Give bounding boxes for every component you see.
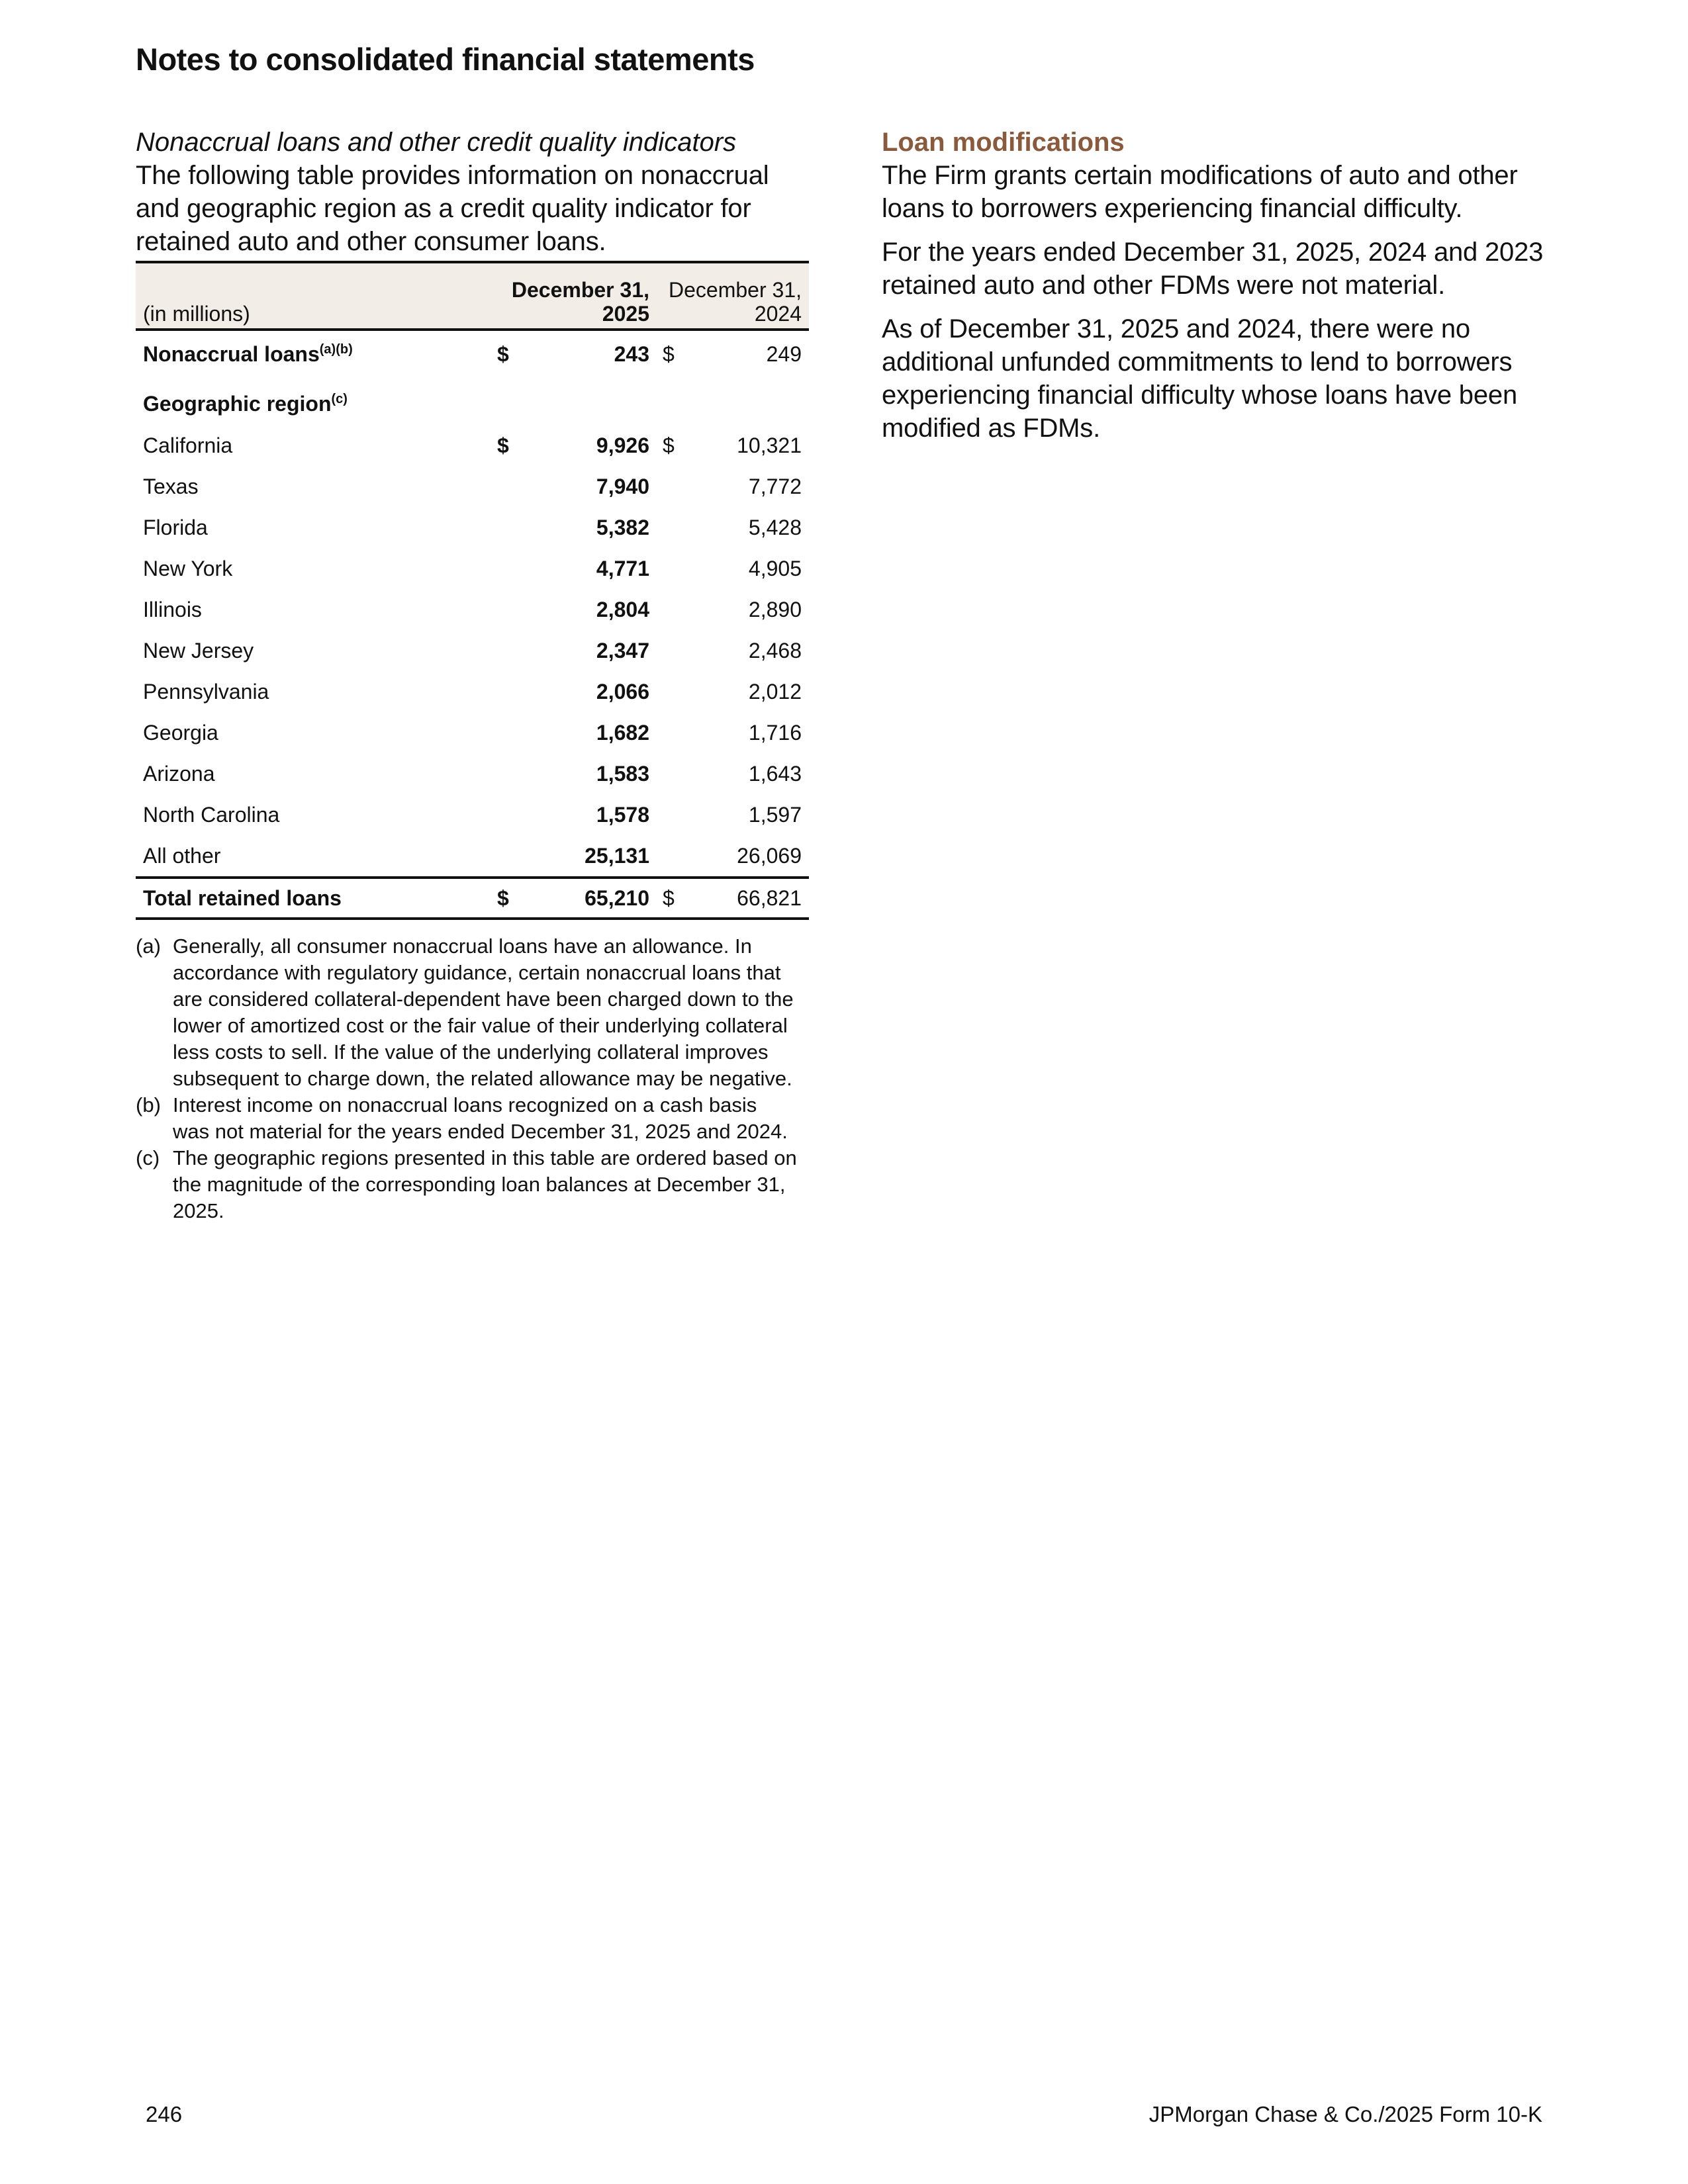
region-value-2025: 2,804 <box>596 597 649 621</box>
table-row <box>136 507 809 548</box>
table-row <box>136 712 809 753</box>
intro-paragraph: The following table provides information on nonaccrual and geographic region as a credit quality indicator for retained auto and other consumer loans. <box>136 161 769 256</box>
region-label: California <box>143 433 233 457</box>
region-value-2024: 5,428 <box>748 515 802 539</box>
table-row <box>136 794 809 835</box>
region-value-2024: 1,597 <box>748 802 802 827</box>
loan-modifications-paragraph-2: For the years ended December 31, 2025, 2024 and 2023 retained auto and other FDMs were not material. <box>882 238 1544 300</box>
region-dollar-2024 <box>655 835 689 878</box>
region-value-2025: 1,583 <box>596 761 649 786</box>
region-value-2025: 2,066 <box>596 679 649 704</box>
region-value-2025: 9,926 <box>596 433 649 457</box>
region-value-2025: 7,940 <box>596 474 649 498</box>
loan-modifications-paragraph-3: As of December 31, 2025 and 2024, there were no additional unfunded commitments to lend to borrowers experiencing financial difficulty whose loans have been modified as FDMs. <box>882 314 1517 443</box>
column-header-2025-line2: 2025 <box>602 302 649 326</box>
column-header-2024-line2: 2024 <box>754 302 802 326</box>
footnote-text: The geographic regions presented in this table are ordered based on the magnitude of the corresponding loan balances at December 31, 2025. <box>173 1146 797 1222</box>
region-value-2024: 10,321 <box>737 433 802 457</box>
region-value-2025: 1,682 <box>596 720 649 745</box>
region-dollar-2025 <box>497 548 524 589</box>
region-dollar-2024 <box>655 630 689 671</box>
region-dollar-2024 <box>655 794 689 835</box>
geographic-region-heading-row <box>136 377 809 425</box>
nonaccrual-row <box>136 330 809 377</box>
page-number: 246 <box>146 2102 183 2126</box>
region-label: New Jersey <box>143 638 254 662</box>
table-row <box>136 835 809 878</box>
region-value-2024: 4,905 <box>748 556 802 580</box>
table-row <box>136 753 809 794</box>
geographic-region-label-text: Geographic region <box>143 391 332 416</box>
region-dollar-2025 <box>497 712 524 753</box>
region-value-2025: 5,382 <box>596 515 649 539</box>
total-value-2025: 65,210 <box>524 878 655 919</box>
total-value-2024: 66,821 <box>689 878 809 919</box>
region-dollar-2024 <box>655 507 689 548</box>
empty-cell <box>655 377 689 425</box>
region-value-2024: 2,012 <box>748 679 802 704</box>
region-value-2025: 1,578 <box>596 802 649 827</box>
total-dollar-2025: $ <box>497 878 524 919</box>
region-label: Illinois <box>143 597 202 621</box>
region-label: Georgia <box>143 720 218 745</box>
empty-cell <box>689 377 809 425</box>
loan-modifications-heading: Loan modifications <box>882 128 1125 157</box>
table-row <box>136 630 809 671</box>
empty-cell <box>497 377 524 425</box>
column-header-2024 <box>655 262 809 330</box>
nonaccrual-label <box>136 330 497 377</box>
region-dollar-2025 <box>497 671 524 712</box>
region-dollar-2025 <box>497 753 524 794</box>
page-title: Notes to consolidated financial statements <box>136 42 755 77</box>
section-heading: Nonaccrual loans and other credit quality indicators <box>136 128 737 157</box>
table-row <box>136 548 809 589</box>
footnote-mark: (b) <box>136 1093 161 1116</box>
region-dollar-2024 <box>655 548 689 589</box>
footer-document-name: JPMorgan Chase & Co./2025 Form 10-K <box>1149 2102 1542 2126</box>
region-dollar-2024 <box>655 712 689 753</box>
footnote-mark: (a) <box>136 934 161 958</box>
nonaccrual-label-text: Nonaccrual loans <box>143 341 320 366</box>
footnote-mark: (c) <box>136 1146 160 1169</box>
geographic-region-label <box>136 377 497 425</box>
region-dollar-2024 <box>655 753 689 794</box>
region-value-2025: 2,347 <box>596 638 649 662</box>
region-label: Texas <box>143 474 199 498</box>
credit-quality-table <box>136 261 809 920</box>
nonaccrual-value-2025: 243 <box>614 341 649 366</box>
footnote-text: Generally, all consumer nonaccrual loans have an allowance. In accordance with regulatory guidance, certain nonaccrual loans that are considered collateral-dependent have been charged down to the lower of amortized cost or the fair value of their underlying collateral less costs to sell. If the value of the underlying collateral improves subsequent to charge down, the related allowance may be negative. <box>173 934 794 1090</box>
empty-cell <box>524 377 655 425</box>
nonaccrual-value-2024: 249 <box>766 341 802 366</box>
column-header-2025 <box>497 262 655 330</box>
nonaccrual-dollar-2024: $ <box>663 341 675 366</box>
column-header-2025-line1: December 31, <box>511 278 649 302</box>
region-label: North Carolina <box>143 802 280 827</box>
footnote <box>136 933 811 1092</box>
table-header-row <box>136 262 809 330</box>
nonaccrual-dollar-2025: $ <box>497 341 509 366</box>
table-row <box>136 466 809 507</box>
region-dollar-2024 <box>655 671 689 712</box>
region-dollar-2025 <box>497 507 524 548</box>
region-dollar-2025: $ <box>497 433 509 457</box>
region-dollar-2025 <box>497 794 524 835</box>
region-label: Arizona <box>143 761 215 786</box>
table-row <box>136 425 809 466</box>
region-value-2025: 4,771 <box>596 556 649 580</box>
total-label: Total retained loans <box>136 878 497 919</box>
nonaccrual-footnote-ref: (a)(b) <box>319 341 353 357</box>
table-row <box>136 589 809 630</box>
table-row <box>136 671 809 712</box>
region-value-2024: 1,643 <box>748 761 802 786</box>
total-row <box>136 878 809 919</box>
region-dollar-2025 <box>497 630 524 671</box>
region-value-2024: 1,716 <box>748 720 802 745</box>
region-value-2024: 2,468 <box>748 638 802 662</box>
unit-label: (in millions) <box>136 262 497 330</box>
region-dollar-2025 <box>497 589 524 630</box>
region-label: New York <box>143 556 233 580</box>
footnote <box>136 1092 811 1145</box>
region-dollar-2025 <box>497 466 524 507</box>
region-value-2025: 25,131 <box>585 843 649 868</box>
region-dollar-2024 <box>655 589 689 630</box>
footnote <box>136 1145 811 1224</box>
column-header-2024-line1: December 31, <box>669 278 802 302</box>
region-dollar-2024: $ <box>663 433 675 457</box>
region-label: Pennsylvania <box>143 679 269 704</box>
region-dollar-2024 <box>655 466 689 507</box>
region-label: All other <box>143 843 221 868</box>
total-dollar-2024: $ <box>655 878 689 919</box>
region-value-2024: 7,772 <box>748 474 802 498</box>
region-dollar-2025 <box>497 835 524 878</box>
region-value-2024: 2,890 <box>748 597 802 621</box>
region-label: Florida <box>143 515 208 539</box>
region-value-2024: 26,069 <box>737 843 802 868</box>
footnote-text: Interest income on nonaccrual loans recognized on a cash basis was not material for the years ended December 31, 2025 and 2024. <box>173 1093 788 1143</box>
geographic-region-footnote-ref: (c) <box>331 391 348 406</box>
right-column <box>882 126 1544 455</box>
loan-modifications-paragraph-1: The Firm grants certain modifications of auto and other loans to borrowers experiencing financial difficulty. <box>882 161 1518 223</box>
left-column <box>136 126 811 1224</box>
footnotes <box>136 933 811 1224</box>
